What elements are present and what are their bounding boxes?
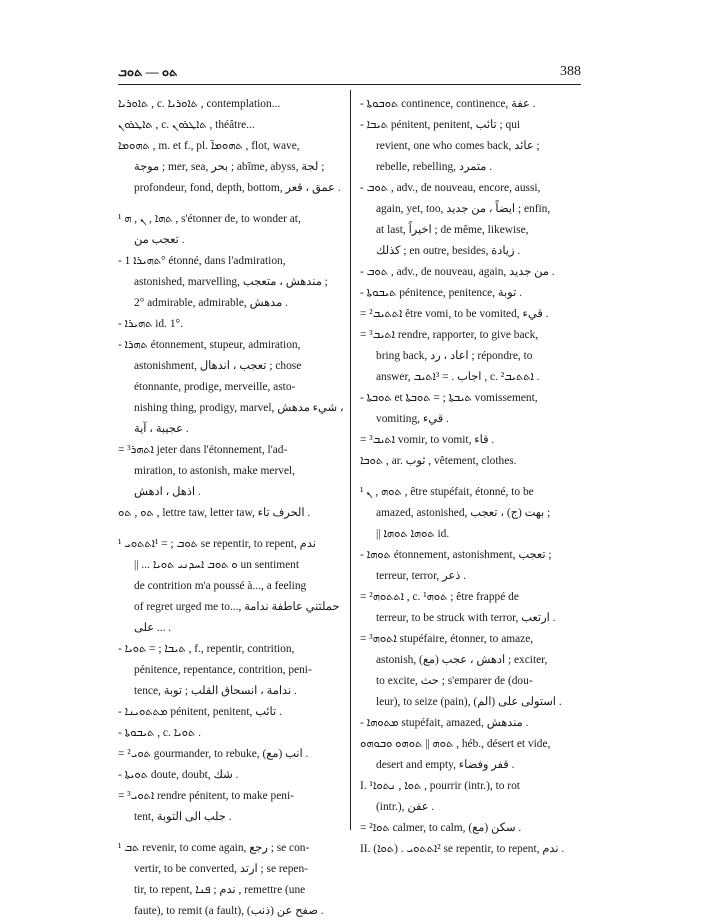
dictionary-line: at last, اخيراً ; de même, likewise, — [376, 224, 529, 236]
dictionary-line: vomiting, قيء . — [376, 413, 449, 425]
column-divider — [350, 90, 351, 830]
dictionary-line: = ³ܐܬܗܪ jeter dans l'étonnement, l'ad- — [118, 444, 288, 456]
dictionary-line: = ³ܐܬܝܒ rendre, rapporter, to give back, — [360, 329, 539, 341]
dictionary-line: - ܬܘܒ , adv., de nouveau, again, من جديد . — [360, 266, 555, 278]
dictionary-line: ܬܘܒܐ , ar. ثوب , vêtement, clothes. — [360, 455, 517, 467]
dictionary-line: ܬܘ , ܬܘ , lettre taw, letter taw, الحرف تاء . — [118, 507, 311, 519]
dictionary-line: amazed, astonished, بهت (ج) ، تعجب ; — [376, 507, 551, 519]
dictionary-line: miration, to astonish, make mervel, — [134, 465, 296, 477]
dictionary-line: = ³ܐܬܘܝ rendre pénitent, to make peni- — [118, 790, 294, 802]
dictionary-line: 2° admirable, admirable, مدهش . — [134, 297, 288, 309]
dictionary-line: rebelle, rebelling, متمرد . — [376, 161, 493, 173]
dictionary-line: - ܬܝܒܘܬܐ pénitence, penitence, توبة . — [360, 287, 522, 299]
dictionary-line: - ܬܗܝܪܐ id. 1°. — [118, 318, 183, 330]
entry-gap — [118, 524, 344, 534]
dictionary-line: ܬܐܛܪܘܢ , c. ܬܐܛܪܘܢ , théâtre... — [118, 119, 255, 131]
dictionary-line: = ³ܐܬܝܒ vomir, to vomit, قاء . — [360, 434, 495, 446]
dictionary-line: bring back, اعاد ، رد ; répondre, to — [376, 350, 533, 362]
header-rule — [118, 84, 581, 85]
dictionary-line: - ܡܬܬܘܝܢܐ pénitent, penitent, تائب . — [118, 706, 282, 718]
dictionary-line: profondeur, fond, depth, bottom, عمق ، قعر . — [134, 182, 341, 194]
right-column — [360, 94, 581, 860]
dictionary-line: pénitence, repentance, contrition, peni- — [134, 664, 312, 676]
dictionary-line: || ... ܘ ܬܘܒ ܐܚܕܢܝ ܬܘܝܐ un sentiment — [134, 559, 300, 571]
dictionary-line: على ... . — [134, 622, 172, 634]
dictionary-line: of regret urged me to..., حملتني عاطفة ندامة — [134, 601, 340, 613]
dictionary-line: = ²ܐܬܬܝܒ être vomi, to be vomited, قيء . — [360, 308, 549, 320]
dictionary-line: عجيبة ، آية . — [134, 423, 189, 435]
dictionary-line: - ܬܝܒܐ ; = ܬܘܝܐ , f., repentir, contrition, — [118, 643, 295, 655]
dictionary-line: تعجب من . — [134, 234, 185, 246]
dictionary-line: ܬܘܗ || ܬܘܗܘ ܘܒܘܗܘ , héb., désert et vide, — [360, 738, 551, 750]
dictionary-line: ¹ ܬܘܒ ; = ¹ܐܬܬܘܝ se repentir, to repent, ندم — [118, 538, 316, 550]
dictionary-line: étonnante, prodige, merveille, asto- — [134, 381, 296, 393]
dictionary-line: - ܬܗܪܐ étonnement, stupeur, admiration, — [118, 339, 301, 351]
dictionary-line: again, yet, too, ايضاً ، من جديد ; enfin, — [376, 203, 551, 215]
dictionary-line: اذهل ، ادهش . — [134, 486, 201, 498]
dictionary-line: كذلك ; en outre, besides, زيادة . — [376, 245, 521, 257]
running-head: ܬܘ — ܬܘܒ — [118, 64, 178, 79]
dictionary-line: leur), to seize (pain), استولى على (الم) . — [376, 696, 562, 708]
dictionary-line: = ³ܐܬܘܗ stupéfaire, étonner, to amaze, — [360, 633, 534, 645]
entry-gap — [118, 828, 344, 838]
dictionary-line: ¹ ܬܗܐ , ܢ , ܗ , s'étonner de, to wonder at, — [118, 213, 301, 225]
dictionary-line: ¹ ܬܒ revenir, to come again, رجع ; se con- — [118, 842, 310, 854]
dictionary-line: faute), to remit (a fault), صفح عن (ذنب) . — [134, 905, 324, 917]
dictionary-line: II. (ܬܘܐ) . ²ܐܬܬܘܝ se repentir, to repent, ندم . — [360, 843, 565, 855]
dictionary-line: (intr.), عفن . — [376, 801, 435, 813]
dictionary-line: - ܬܝܒܘܬܐ , c. ܬܘܝܐ . — [118, 727, 201, 739]
dictionary-line: ܬܐܘܪܝܐ , c. ܬܐܘܪܝܐ , contemplation... — [118, 98, 281, 110]
dictionary-line: answer, اجاب . = ³ܐܬܝܒ , c. ²ܐܬܬܝܒ . — [376, 371, 540, 383]
dictionary-line: = ²ܐܬܬܘܗ , c. ¹ܬܘܗ ; être frappé de — [360, 591, 519, 603]
dictionary-line: - ܬܗܝܪܐ 1° étonné, dans l'admiration, — [118, 255, 286, 267]
dictionary-line: astonishment, تعجب ، اندهال ; chose — [134, 360, 302, 372]
dictionary-line: موجة ; mer, sea, بحر ; abîme, abyss, لجة ; — [134, 161, 325, 173]
entry-gap — [118, 199, 344, 209]
dictionary-line: = ²ܬܘܝ gourmander, to rebuke, (مع) انب . — [118, 748, 309, 760]
dictionary-line: to excite, حث ; s'emparer de (dou- — [376, 675, 533, 687]
dictionary-line: tence, ندامة ، انسحاق القلب ; توبة . — [134, 685, 297, 697]
dictionary-line: ¹ ܬܘܗ , ܢ , être stupéfait, étonné, to be — [360, 486, 534, 498]
left-column — [118, 94, 344, 922]
entry-gap — [360, 472, 581, 482]
dictionary-line: - ܬܘܒܬܐ et ܬܝܒܬܐ ; = ܬܘܒܬܐ vomissement, — [360, 392, 538, 404]
dictionary-line: - ܡܬܘܗܐ stupéfait, amazed, مندهش . — [360, 717, 529, 729]
dictionary-line: desert and empty, قفر وفضاء . — [376, 759, 515, 771]
dictionary-line: tir, to repent, ندم ; ܦܢܐ , remettre (une — [134, 884, 306, 896]
dictionary-line: - ܬܘܗܐ étonnement, astonishment, تعجب ; — [360, 549, 552, 561]
dictionary-line: - ܬܘܒܘܬܐ continence, continence, عفة . — [360, 98, 536, 110]
dictionary-line: astonished, marvelling, مندهش ، متعجب ; — [134, 276, 328, 288]
dictionary-line: = ²ܬܘܐ calmer, to calm, (مع) سكن . — [360, 822, 522, 834]
dictionary-line: || ܬܘܗܐ ܬܘܗܐ id. — [376, 528, 450, 540]
dictionary-line: astonish, (مع) ادهش ، عجب ; exciter, — [376, 654, 548, 666]
dictionary-line: - ܬܘܝܬܐ doute, doubt, شك . — [118, 769, 239, 781]
page-number: 388 — [560, 64, 581, 79]
dictionary-line: I. ¹ܬܘܐ , ܢܬܘܐ , pourrir (intr.), to rot — [360, 780, 520, 792]
dictionary-line: de contrition m'a poussé à..., a feeling — [134, 580, 307, 592]
dictionary-line: ܬܗܘܡܐ , m. et f., pl. ܬܗܘܡܐ̈ , flot, wave, — [118, 140, 300, 152]
dictionary-line: tent, جلب الى التوبة . — [134, 811, 232, 823]
dictionary-line: - ܬܝܒܐ pénitent, penitent, تائب ; qui — [360, 119, 521, 131]
dictionary-line: terreur, terror, ذعر . — [376, 570, 466, 582]
dictionary-line: nishing thing, prodigy, marvel, شيء مدهش ، — [134, 402, 344, 414]
dictionary-line: - ܬܘܒ , adv., de nouveau, encore, aussi, — [360, 182, 541, 194]
dictionary-line: vertir, to be converted, ارتد ; se repen- — [134, 863, 308, 875]
page-header — [118, 62, 581, 82]
dictionary-line: revient, one who comes back, عائد ; — [376, 140, 540, 152]
dictionary-line: terreur, to be struck with terror, ارتعب . — [376, 612, 556, 624]
